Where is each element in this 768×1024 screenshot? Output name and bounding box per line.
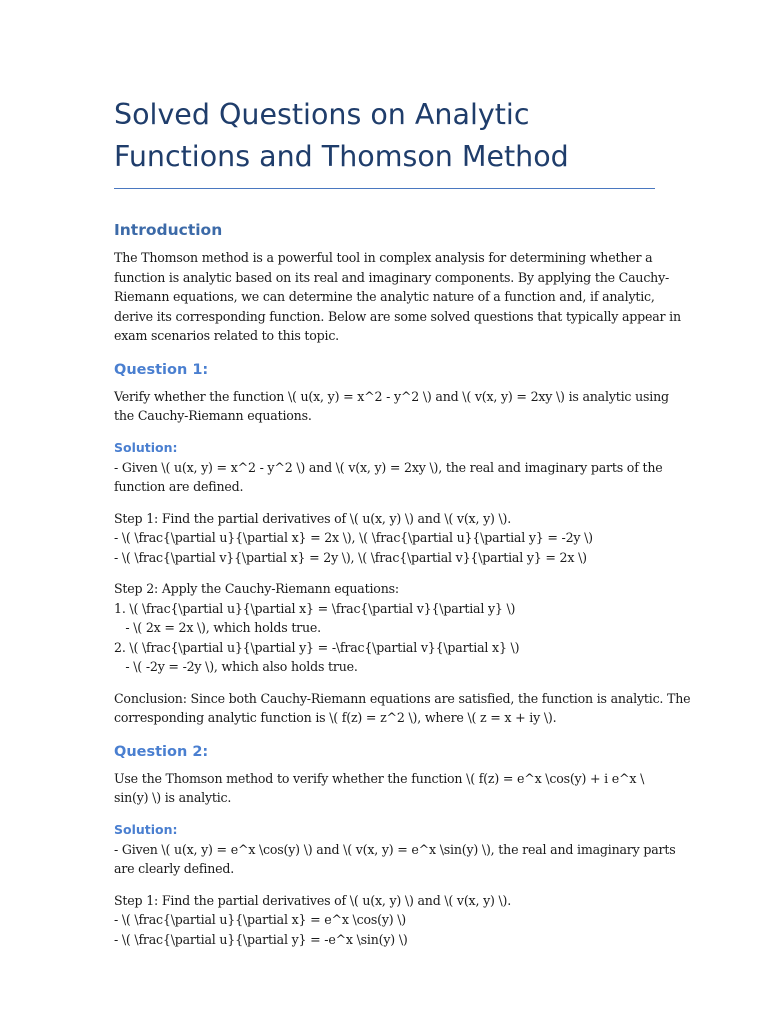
text-line: 2. \( \frac{\partial u}{\partial y} = -\frac{\partial v}{\partial x} \) bbox=[114, 639, 520, 655]
question-2-given bbox=[114, 840, 676, 879]
question-1-step-2 bbox=[114, 579, 654, 677]
text-line: sin(y) \) is analytic. bbox=[114, 790, 232, 805]
question-2-heading: Question 2: bbox=[114, 743, 209, 760]
question-2-text bbox=[114, 769, 654, 808]
question-1-conclusion bbox=[114, 689, 691, 728]
introduction-paragraph bbox=[114, 248, 681, 346]
page-title: Solved Questions on Analytic Functions and Thomson Method bbox=[114, 98, 569, 173]
text-line: - \( -2y = -2y \), which also holds true. bbox=[114, 659, 358, 674]
question-1-given bbox=[114, 458, 663, 497]
text-line: - Given \( u(x, y) = e^x \cos(y) \) and \( v(x, y) = e^x \sin(y) \), the real and imaginary parts bbox=[114, 841, 676, 857]
text-line: Use the Thomson method to verify whether the function \( f(z) = e^x \cos(y) + i e^x \ bbox=[114, 770, 645, 786]
title-divider bbox=[114, 188, 655, 189]
introduction-heading: Introduction bbox=[114, 221, 223, 239]
text-line: the Cauchy-Riemann equations. bbox=[114, 408, 312, 423]
text-line: The Thomson method is a powerful tool in complex analysis for determining whether a bbox=[114, 250, 653, 265]
text-line: - \( \frac{\partial u}{\partial y} = -e^x \sin(y) \) bbox=[114, 931, 408, 947]
question-1-text bbox=[114, 387, 669, 426]
text-line: Step 2: Apply the Cauchy-Riemann equations: bbox=[114, 581, 399, 596]
question-2-step-1 bbox=[114, 891, 654, 950]
text-line: Step 1: Find the partial derivatives of \( u(x, y) \) and \( v(x, y) \). bbox=[114, 892, 512, 908]
text-line: corresponding analytic function is \( f(z) = z^2 \), where \( z = x + iy \). bbox=[114, 710, 557, 725]
text-line: derive its corresponding function. Below are some solved questions that typically appear in bbox=[114, 308, 681, 324]
question-1-step-1 bbox=[114, 509, 654, 568]
text-line: function are defined. bbox=[114, 479, 244, 494]
text-line: Step 1: Find the partial derivatives of \( u(x, y) \) and \( v(x, y) \). bbox=[114, 510, 512, 526]
question-1-heading: Question 1: bbox=[114, 361, 209, 378]
text-line: - \( 2x = 2x \), which holds true. bbox=[114, 620, 321, 635]
question-2-solution-heading: Solution: bbox=[114, 821, 178, 837]
text-line: function is analytic based on its real and imaginary components. By applying the Cauchy- bbox=[114, 269, 670, 285]
text-line: Riemann equations, we can determine the analytic nature of a function and, if analytic, bbox=[114, 289, 655, 304]
text-line: are clearly defined. bbox=[114, 861, 235, 876]
text-line: Verify whether the function \( u(x, y) = x^2 - y^2 \) and \( v(x, y) = 2xy \) is analytic using bbox=[114, 388, 669, 404]
question-1-solution-heading: Solution: bbox=[114, 439, 178, 455]
text-line: - \( \frac{\partial u}{\partial x} = 2x \), \( \frac{\partial u}{\partial y} = -2y \) bbox=[114, 530, 593, 545]
text-line: - Given \( u(x, y) = x^2 - y^2 \) and \( v(x, y) = 2xy \), the real and imaginary parts of the bbox=[114, 459, 663, 475]
text-line: Conclusion: Since both Cauchy-Riemann equations are satisfied, the function is analytic. The bbox=[114, 690, 691, 706]
text-line: - \( \frac{\partial v}{\partial x} = 2y \), \( \frac{\partial v}{\partial y} = 2x \) bbox=[114, 549, 587, 565]
text-line: exam scenarios related to this topic. bbox=[114, 328, 339, 343]
text-line: 1. \( \frac{\partial u}{\partial x} = \frac{\partial v}{\partial y} \) bbox=[114, 600, 516, 616]
text-line: - \( \frac{\partial u}{\partial x} = e^x \cos(y) \) bbox=[114, 912, 407, 927]
